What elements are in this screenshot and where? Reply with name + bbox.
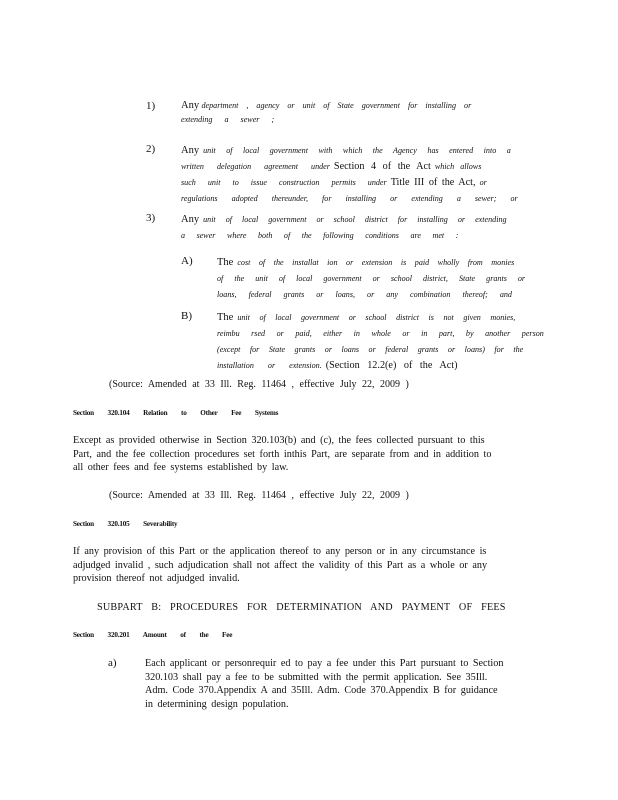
item-2-line2b: Section 4 of the Act (333, 161, 431, 172)
item-3-line2: a sewer where both of the following conditions are met : (181, 231, 459, 240)
item-2-text (181, 142, 526, 206)
section-104-heading: Section 320.104 Relation to Other Fee Systems (73, 409, 279, 417)
item-2-line3b: Title III of the Act, (390, 177, 476, 188)
item-number-1: 1) (146, 100, 156, 112)
section-105-line3: provision thereof not adjudged invalid. (73, 573, 240, 584)
sub-letter-a: A) (181, 255, 193, 267)
sub-b-line2: reimbu rsed or paid, either in whole or in part, by another person (217, 329, 544, 338)
section-201-heading: Section 320.201 Amount of the Fee (73, 631, 233, 639)
sub-b-line3: (except for State grants or loans or federal grants or loans) for the (217, 345, 524, 354)
item-3-line1: unit of local government or school district for installing or extending (203, 215, 507, 224)
sub-a-line3: loans, federal grants or loans, or any combination thereof; and (217, 290, 512, 299)
sub-b-line1: unit of local government or school district is not given monies, (237, 313, 516, 322)
item-2-lead: Any (181, 145, 200, 156)
item-3-text (181, 211, 521, 243)
item-1-line1: department , agency or unit of State government for installing or (201, 101, 472, 110)
sub-a-lead: The (217, 257, 234, 268)
subpart-heading: SUBPART B: PROCEDURES FOR DETERMINATION AND PAYMENT OF FEES (97, 602, 506, 613)
sub-a-line2: of the unit of local government or school district, State grants or (217, 274, 526, 283)
section-201-line4: in determining design population. (145, 698, 289, 710)
sub-b-line4a: installation or extension. (217, 361, 322, 370)
item-number-2: 2) (146, 143, 156, 155)
section-201-item-a-text (145, 657, 531, 711)
sub-b-lead: The (217, 312, 234, 323)
item-1-lead: Any (181, 100, 200, 111)
sub-a-text (217, 254, 537, 302)
item-2-line3c: or (479, 178, 487, 187)
source-note-1: (Source: Amended at 33 Ill. Reg. 11464 , effective July 22, 2009 ) (109, 379, 409, 390)
section-201-line3: Adm. Code 370.Appendix A and 35Ill. Adm. Code 370.Appendix B for guidance (145, 685, 498, 696)
item-1-text (181, 99, 517, 127)
section-104-line3: all other fees and fee systems established by law. (73, 462, 289, 473)
item-3-lead: Any (181, 214, 200, 225)
item-2-line4: regulations adopted thereunder, for installing or extending a sewer; or (181, 194, 518, 203)
item-2-line2c: which allows (434, 162, 482, 171)
section-105-line2: adjudged invalid , such adjudication shall not affect the validity of this Part as a whole or any (73, 559, 488, 571)
item-1-line2: extending a sewer ; (181, 115, 275, 124)
section-104-body (73, 434, 529, 475)
item-2-line3a: such unit to issue construction permits under (181, 178, 387, 187)
section-104-line1: Except as provided otherwise in Section 320.103(b) and (c), the fees collected pursuant to this (73, 435, 485, 446)
item-2-line1: unit of local government with which the Agency has entered into a (203, 146, 511, 155)
section-201-item-letter-a: a) (108, 657, 117, 669)
section-105-line1: If any provision of this Part or the application thereof to any person or in any circumstance is (73, 546, 487, 557)
sub-b-line4b: (Section 12.2(e) of the Act) (325, 360, 458, 371)
source-note-2: (Source: Amended at 33 Ill. Reg. 11464 , effective July 22, 2009 ) (109, 490, 409, 501)
section-201-line2: 320.103 shall pay a fee to be submitted with the permit application. See 35Ill. (145, 671, 488, 683)
section-105-body (73, 545, 529, 586)
section-104-line2: Part, and the fee collection procedures set forth inthis Part, are separate from and in addition to (73, 448, 492, 460)
item-2-line2a: written delegation agreement under (181, 162, 330, 171)
item-number-3: 3) (146, 212, 156, 224)
sub-letter-b: B) (181, 310, 192, 322)
section-105-heading: Section 320.105 Severability (73, 520, 178, 528)
section-201-line1: Each applicant or personrequir ed to pay a fee under this Part pursuant to Section (145, 658, 504, 669)
sub-b-text (217, 309, 544, 373)
sub-a-line1: cost of the installat ion or extension is paid wholly from monies (237, 258, 515, 267)
